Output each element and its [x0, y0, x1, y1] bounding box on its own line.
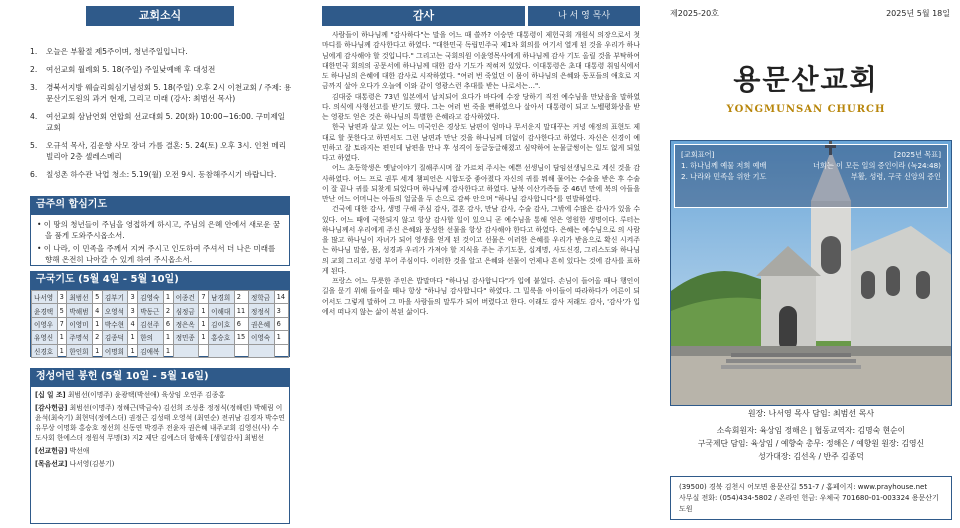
news-item: [30, 82, 292, 104]
church-name-en: YONGMUNSAN CHURCH: [726, 104, 886, 115]
dist-name: 김선주: [138, 317, 164, 330]
sermon-body: [322, 30, 640, 524]
dist-count: 1: [57, 344, 67, 357]
news-text: 칠성촌 하수관 낙업 청소: 5.19(월) 오전 9시. 동참해주시기 바랍니다.: [46, 170, 277, 179]
gift-item: [35, 459, 285, 469]
dist-name: 한의: [138, 331, 164, 344]
church-name: 용문산교회: [733, 63, 879, 96]
prayer-title: 금주의 합심기도: [30, 196, 290, 214]
dist-name: 남경희: [209, 291, 235, 304]
dist-row: [32, 344, 289, 357]
news-item: [30, 64, 292, 75]
gift-names: 최범선(이명주) 정해근(박금숙) 김선희 조성용 정정식(정해린) 박해림 이윤석(최숙기) 최현덕(정에스더) 권정근 김성태 오영석 (최연순) 전귀남 김경자 박수연 유무상 이명화 홍승호 정선희 신동연 박경주 전윤자 권은혜 내주교회 김영신(사) 수도사회 한에스더 정원석 무명(3) 지2 제단 김에스더 함해욱 [생일감사] 최범선: [35, 404, 285, 442]
gift-category: [감사헌금]: [35, 404, 68, 412]
sermon-paragraph: 한국 남편과 살고 있는 어느 미국인은 경상도 남편이 엄마나 무서운지 말대꾸는 커녕 애정의 표현도 제대로 할 못한다고 하면서도 그런 남편과 만난 것을 하나님께 더없이 감사한다고 하였다. 자신은 신경이 예민하고 잘 토라지는 편인데 남편을 만나 후 성격이 둥글둥글해졌고 심약하여 눈물글썽이는 일도 없게 되었다고 하였다.: [322, 123, 640, 162]
news-number: 6.: [30, 170, 38, 179]
gift-names: 박선애: [69, 447, 90, 455]
sermon-paragraph: 어느 초등학생은 옛날이야기 질해주시며 잘 가르쳐 주시는 예쁜 선생님이 담임선생님으로 계신 것을 감사하였다. 어느 프로 권투 세계 챔피언은 시합도중 좋아졌다 자신의 귀를 뭐해 물어는 수술을 받은 후 수술이 잘 끝나 귀를 되찾게 되었다며 하나님께 감사한다고 하였다. 남북 이산가족들 중 46년 만에 북의 아들을 만난 어느 어머니는 아들의 얼굴을 두 손으로 감싸 안으며 "하나님 감사합니다"를 연발하였다.: [322, 164, 640, 203]
dist-count: 2: [234, 291, 248, 304]
dist-name: 이영미: [67, 317, 93, 330]
news-item: [30, 169, 292, 180]
sermon-title: 감사: [322, 6, 525, 26]
dist-count: 1: [128, 331, 138, 344]
dist-row: [32, 291, 289, 304]
dist-count: 2: [93, 331, 103, 344]
news-number: 5.: [30, 141, 38, 150]
dist-count: 3: [128, 304, 138, 317]
dist-name: 유영신: [32, 331, 58, 344]
dist-count: [234, 344, 248, 357]
dist-count: 5: [93, 291, 103, 304]
dist-count: 1: [274, 331, 288, 344]
dist-count: 14: [274, 291, 288, 304]
news-list: [30, 46, 292, 187]
motto-title: [교회표어]: [681, 150, 715, 159]
staff-line: 구국제단 담임: 육상임 / 예향숙 총무: 정해은 / 예향원 원장: 김영신: [697, 439, 925, 448]
dist-name: 나서영: [32, 291, 58, 304]
news-text: 여선교회 월례회 5. 18(주일) 주일낮예배 후 대성전: [46, 65, 216, 74]
dist-name: 김종덕: [102, 331, 128, 344]
dist-count: 7: [57, 317, 67, 330]
dist-count: 1: [199, 317, 209, 330]
prayer-item: • 이 나라, 이 민족을 주께서 지켜 주시고 인도하여 주셔서 더 나은 미래를 향해 온전히 나아갈 수 있게 하여 주시옵소서.: [37, 244, 276, 264]
dist-count: 3: [274, 304, 288, 317]
goal-line-2: 부활, 성령, 구국 신앙의 증인: [850, 172, 941, 181]
dist-name: [248, 344, 274, 357]
dist-name: [173, 344, 199, 357]
dist-name: 홍승호: [209, 331, 235, 344]
dist-row: [32, 317, 289, 330]
dist-count: 1: [199, 304, 209, 317]
dist-name: 김이호: [209, 317, 235, 330]
pastor-caption: 원장: 나서영 목사 담임: 최범선 목사: [747, 409, 875, 418]
dist-name: 박해범: [67, 304, 93, 317]
dist-title: 구국기도 (5월 4일 - 5월 10일): [30, 271, 290, 289]
dist-name: 김애복: [138, 344, 164, 357]
gift-category: [십 일 조]: [35, 391, 66, 399]
motto-line-2: 2. 나라와 민족을 위한 기도: [681, 172, 767, 181]
dist-name: 이해대: [209, 304, 235, 317]
dist-count: 11: [234, 304, 248, 317]
dist-name: 이영우: [32, 317, 58, 330]
dist-count: 1: [163, 331, 173, 344]
dist-count: 1: [128, 344, 138, 357]
news-number: 3.: [30, 83, 38, 92]
dist-count: 7: [199, 291, 209, 304]
dist-name: 신경호: [32, 344, 58, 357]
dist-name: 최범선: [67, 291, 93, 304]
dist-count: 1: [199, 331, 209, 344]
goal-line-1: 너희는 이 모든 일의 증인이라 (눅24:48): [812, 161, 941, 170]
gift-item: [35, 446, 285, 456]
news-text: 오늘은 부활절 제5주이며, 청년주일입니다.: [46, 47, 188, 56]
prayer-box: [30, 214, 290, 266]
gift-category: [선교헌금]: [35, 447, 68, 455]
gift-names: 최범선(이명주) 윤광택(박선애) 육상임 오연주 김종홍: [67, 391, 225, 399]
sermon-paragraph: 프랑스 어느 무릇한 주인은 밥말마다 "하나님 감사합니다"가 입에 붙었다. 손님이 들어올 때나 행인이 길을 묻기 위해 들어올 때나 항상 "하나님 감사합니다" 하였다. 그 밀룩을 아이들이 따라하다가 어른이 되어서도 그렇게 말하여 그 마을 사람들의 말투가 되어 버렸다고 한다. 이래도 감사 저래도 감사, '감사'가 입에서 떠나지 않는 삶이 복된 삶이다.: [322, 277, 640, 316]
dist-name: 정학금: [248, 291, 274, 304]
news-number: 1.: [30, 47, 38, 56]
staff-list: [670, 424, 952, 463]
dist-name: 박수현: [102, 317, 128, 330]
dist-count: 2: [163, 304, 173, 317]
dist-count: 1: [93, 344, 103, 357]
news-number: 2.: [30, 65, 38, 74]
dist-name: 김영숙: [138, 291, 164, 304]
dist-count: 6: [274, 317, 288, 330]
news-text: 여선교회 삼남연회 연합회 선교대회 5. 20(화) 10:00~16:00. 구미제일교회: [46, 112, 285, 132]
theme-box: [674, 144, 948, 208]
gift-names: 나서영(김봉기): [69, 460, 115, 468]
dist-count: 5: [57, 304, 67, 317]
dist-count: 6: [163, 317, 173, 330]
dist-name: 윤경택: [32, 304, 58, 317]
gift-item: [35, 390, 285, 400]
dist-name: 한인희: [67, 344, 93, 357]
dist-count: 3: [128, 291, 138, 304]
dist-row: [32, 304, 289, 317]
dist-name: 박동근: [138, 304, 164, 317]
news-text: 오규석 목사, 김운향 사모 장녀 가름 결혼: 5. 24(토) 오후 3시. 인천 메리빌리아 2층 셀레스메리: [46, 141, 287, 161]
gift-category: [목음선교]: [35, 460, 68, 468]
dist-count: [199, 344, 209, 357]
sermon-paragraph: 김대중 대통령은 73년 일본에서 납치되어 요다가 바다에 수장 당하기 직전 예수님을 만났음을 말하였다. 의식에 사형선고를 받기도 했다. 그는 여러 번 죽을 뻔하였으나 살아서 대통령이 되고 노벨평화상을 받는 영광도 얻은 것은 하나님의 특별한 은혜라고 감사하였다.: [322, 92, 640, 121]
dist-name: 주명석: [67, 331, 93, 344]
dist-name: 김부기: [102, 291, 128, 304]
issue-date: 2025년 5월 18일: [886, 9, 950, 18]
staff-line: 성가대장: 김선옥 / 반주 김종덕: [758, 452, 864, 461]
motto-line-1: 1. 하나님께 예물 저희 예배: [681, 161, 767, 170]
issue-number: 제2025-20호: [670, 9, 719, 18]
dist-count: 1: [57, 331, 67, 344]
sermon-paragraph: 건국에 대한 감사, 생명 구해 주심 감사, 결혼 감사, 만남 감사, 수술 감사, 그밖에 수많은 감사가 있을 수 있다. 어느 때에 국한되지 않고 항상 감사할 일이 있으니 곧 예수님을 통해 얻은 영원한 생명이다. 루터는 하나님께서 우리에게 주신 은혜와 풍성한 선물을 항상 감사해야 한다고 하였다. 은혜는 예수님으로 의 사람을 많고 하나님이 자녀가 되어 영생을 얻게 된 것이고 선물은 이러한 은혜를 우리가 받음으로 확신 시켜주는 하나님 말씀, 몸, 성경과 우리가 가져야 할 지식을 주는 주기도문, 십계명, 사도신경, 그리스도와 하나님의 교회 그리고 성령 부어 주심이다. 이러한 것을 알고 은혜와 선물이 언제나 흔히 있다는 것에 감사를 표하게 된다.: [322, 205, 640, 275]
staff-line: 소속회원자: 육상임 정해은 | 협동교역자: 김명숙 현순이: [716, 426, 906, 435]
gift-title: 정성어린 봉헌 (5월 10일 - 5월 16일): [30, 368, 290, 386]
dist-name: 오영석: [102, 304, 128, 317]
dist-count: 4: [93, 304, 103, 317]
dist-count: 1: [93, 317, 103, 330]
dist-count: 4: [128, 317, 138, 330]
dist-name: 이명희: [102, 344, 128, 357]
dist-name: 이영숙: [248, 331, 274, 344]
gift-item: [35, 403, 285, 443]
dist-count: 3: [57, 291, 67, 304]
news-item: [30, 140, 292, 162]
dist-row: [32, 331, 289, 344]
dist-name: 심정금: [173, 304, 199, 317]
contact-box: [670, 476, 952, 520]
prayer-item: • 이 땅의 청년들이 주님을 영접하게 하시고, 주님의 은혜 안에서 새로운 꿈을 품게 도와주시옵소서.: [37, 220, 281, 240]
news-item: [30, 46, 292, 57]
news-banner: 교회소식: [86, 6, 234, 26]
goal-title: [2025년 목표]: [893, 150, 941, 159]
sermon-author: 나 서 영 목사: [528, 6, 640, 26]
dist-name: 정민종: [173, 331, 199, 344]
dist-name: [209, 344, 235, 357]
dist-count: 6: [234, 317, 248, 330]
dist-name: 정은옥: [173, 317, 199, 330]
dist-count: [274, 344, 288, 357]
contact-line: 사무실 전화: (054)434-5802 / 온라인 헌금: 우체국 701680-01-003324 용문산기도원: [679, 494, 939, 513]
gift-box: [30, 386, 290, 524]
dist-name: 권은혜: [248, 317, 274, 330]
dist-count: 1: [163, 291, 173, 304]
news-text: 경북서지방 웨슬리회심기념성회 5. 18(주일) 오후 2시 이천교회 / 주제: 용문산기도원의 과거 현재, 그리고 미래 (강사: 최범선 목사): [46, 83, 292, 103]
dist-name: 이종건: [173, 291, 199, 304]
issue-header: [670, 8, 950, 19]
contact-line: (39500) 경북 김천시 어모면 용문산길 551-7 / 홈페이지: www.prayhouse.net: [679, 483, 928, 491]
sermon-header: [322, 6, 640, 26]
dist-name: 정정식: [248, 304, 274, 317]
dist-count: 15: [234, 331, 248, 344]
dist-count: 1: [163, 344, 173, 357]
news-item: [30, 111, 292, 133]
sermon-paragraph: 사람들이 하나님께 "감사하다"는 말을 어느 때 쓸까? 이승만 대통령이 제헌국회 개원식 의장으로서 첫 마디를 하나님께 감사한다고 하였다. "대한민국 독립민주국 제1차 회의를 여기서 열게 된 것을 우리가 하나님에게 감사해야 할 것입니다." 그리고는 국회의원 이윤영목사에게 하나님께 감사 기도 올릴 것을 부탁하여 대한민국 회의의 공문서에 하나님께 대한 감사 기도가 적혀져 있었다. 이대통령은 초대 대통령 취임식에서도 하나님의 은혜에 대한 감사로 시작하였다. "여러 번 죽었던 이 몸이 하나님의 은혜와 동포들의 애호로 지금까지 살아 오다가 오늘에 이와 같이 영광스런 추대를 받는 나로서는…".: [322, 31, 640, 91]
dist-table: [30, 289, 290, 357]
news-number: 4.: [30, 112, 38, 121]
